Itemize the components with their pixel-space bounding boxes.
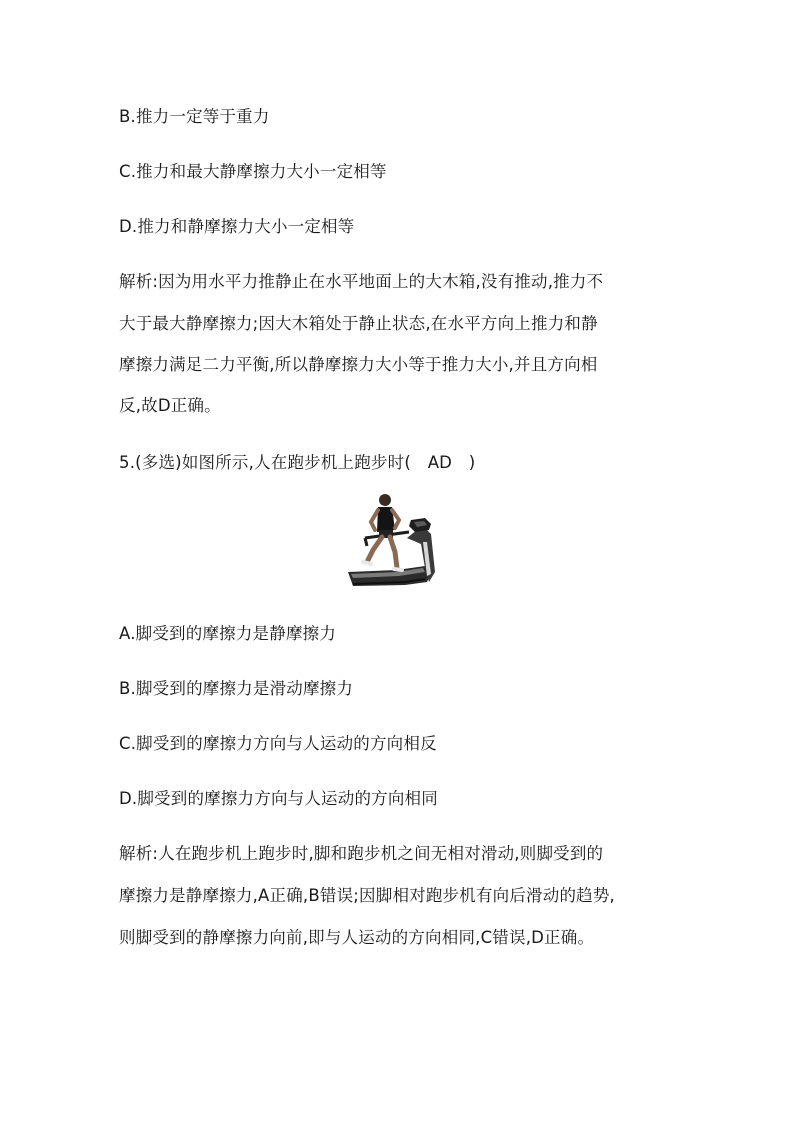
question-5-stem: 5.(多选)如图所示,人在跑步机上跑步时( AD )	[119, 453, 476, 472]
question-5-option-a: A.脚受到的摩擦力是静摩擦力	[119, 624, 337, 643]
prev-analysis-line-2: 大于最大静摩擦力;因大木箱处于静止状态,在水平方向上推力和静	[119, 314, 598, 333]
runner-leg-front	[390, 537, 397, 568]
prev-analysis-line-1: 解析:因为用水平力推静止在水平地面上的大木箱,没有推动,推力不	[119, 272, 604, 291]
prev-option-b: B.推力一定等于重力	[119, 107, 270, 126]
question-5-analysis-line-2: 摩擦力是静摩擦力,A正确,B错误;因脚相对跑步机有向后滑动的趋势,	[119, 886, 616, 905]
question-5-option-b: B.脚受到的摩擦力是滑动摩擦力	[119, 679, 354, 698]
question-5-analysis-line-3: 则脚受到的静摩擦力向前,即与人运动的方向相同,C错误,D正确。	[119, 928, 595, 947]
prev-option-d: D.推力和静摩擦力大小一定相等	[119, 217, 355, 236]
prev-analysis-line-3: 摩擦力满足二力平衡,所以静摩擦力大小等于推力大小,并且方向相	[119, 355, 598, 374]
runner-leg-back	[367, 537, 382, 562]
prev-option-c: C.推力和最大静摩擦力大小一定相等	[119, 162, 387, 181]
treadmill-runner-illustration	[345, 490, 445, 595]
treadmill-runner-figure	[345, 490, 445, 595]
question-5-option-d: D.脚受到的摩擦力方向与人运动的方向相同	[119, 789, 438, 808]
question-5-analysis-line-1: 解析:人在跑步机上跑步时,脚和跑步机之间无相对滑动,则脚受到的	[119, 844, 604, 863]
prev-analysis-line-4: 反,故D正确。	[119, 396, 221, 415]
question-5-option-c: C.脚受到的摩擦力方向与人运动的方向相反	[119, 734, 437, 753]
runner-head	[379, 494, 391, 506]
